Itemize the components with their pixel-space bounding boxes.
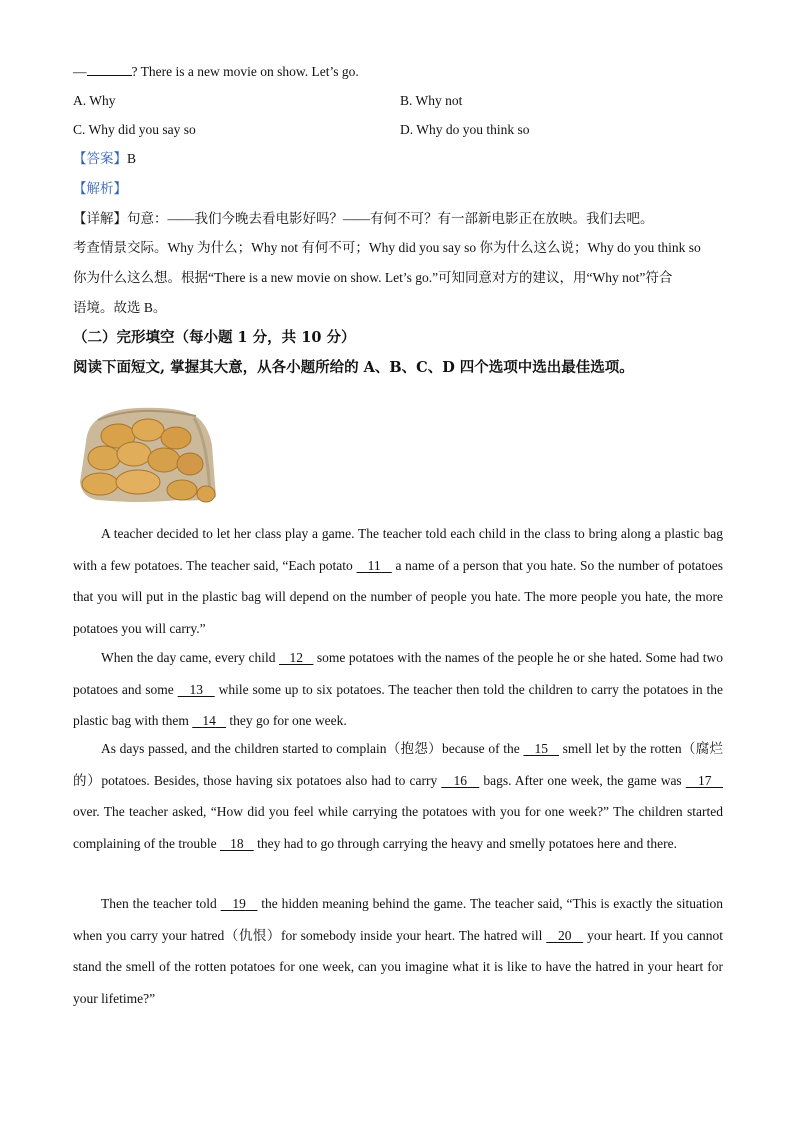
answer-line [73,150,136,168]
analysis-tag: 【解析】 [73,181,127,196]
blank-13: 13 [189,681,203,697]
potato [82,473,118,495]
potato [167,480,197,500]
section-instruction: 阅读下面短文, 掌握其大意，从各小题所给的 A、B、C、D 四个选项中选出最佳选项。 [73,359,634,376]
passage-paragraph-3: As days passed, and the children started to complain（抱怨）because of the 15 smell let by the rotten（腐烂的）potatoes. Besides, those having six potatoes also had to carry 16 bags. After one week, the game was 17 over. The teacher asked, “How did you feel while carrying the potatoes with you for one week?” The children started complaining of the trouble 18 they had to go through carrying the heavy and smelly potatoes here and there. [73,741,723,851]
option-c: C. Why did you say so [73,122,196,137]
potato [177,453,203,475]
blank-16: 16 [453,772,468,788]
blank-15: 15 [534,741,548,756]
detail-line-3: 你为什么这么想。根据“There is a new movie on show. Let’s go.”可知同意对方的建议，用“Why not”符合 [73,270,673,285]
blank-17: 17 [697,772,712,788]
detail-line-1 [73,210,654,228]
option-a: A. Why [73,93,116,108]
answer-tag: 【答案】 [73,151,127,166]
potato [161,427,191,449]
potato [88,446,120,470]
blank-12: 12 [289,650,303,665]
detail-line-2: 考查情景交际。Why 为什么；Why not 有何不可；Why did you say so 你为什么这么说；Why do you think so [73,240,701,255]
passage-paragraph-4: Then the teacher told 19 the hidden meaning behind the game. The teacher said, “This is exactly the situation when you carry your hatred（仇恨）for somebody inside your heart. The hatred will 20 your heart. If you cannot stand the smell of the rotten potatoes for one week, can you imagine what it is like to have the hatred in your heart for your lifetime?” [73,896,724,1006]
potato [197,486,215,502]
detail-tag: 【详解】 [73,211,127,226]
potato [116,470,160,494]
section-title: （二）完形填空（每小题 1 分，共 10 分） [73,329,356,346]
passage-paragraph-2: When the day came, every child 12 some potatoes with the names of the people he or she hated. Some had two potatoes and some 13 while some up to six potatoes. The teacher then told the children to carry the potatoes in the plastic bag with them 14 they go for one week. [73,650,724,728]
potato [117,442,151,466]
answer-blank [87,63,132,76]
detail-line-4: 语境。故选 B。 [73,300,167,315]
prompt-prefix: — [73,64,87,79]
potatoes-image [78,402,216,504]
option-b: B. Why not [400,93,463,108]
blank-14: 14 [202,713,216,728]
blank-18: 18 [230,835,244,851]
blank-19: 19 [232,896,246,911]
blank-20: 20 [557,927,572,943]
prompt-text: ? There is a new movie on show. Let’s go. [131,64,359,79]
question-prompt [73,63,359,81]
answer-value: B [127,151,137,166]
detail-text-1: 句意：——我们今晚去看电影好吗？——有何不可？有一部新电影正在放映。我们去吧。 [127,211,654,226]
passage-paragraph-1: A teacher decided to let her class play a game. The teacher told each child in the class to bring along a plastic bag with a few potatoes. The teacher said, “Each potato 11 a name of a person that you hate. So the number of potatoes that you will put in the plastic bag will depend on the number of people you hate. The more people you hate, the more potatoes you will carry.” [73,526,723,636]
potato [148,448,180,472]
blank-11: 11 [367,557,381,573]
option-d: D. Why do you think so [400,122,530,137]
potato [132,419,164,441]
